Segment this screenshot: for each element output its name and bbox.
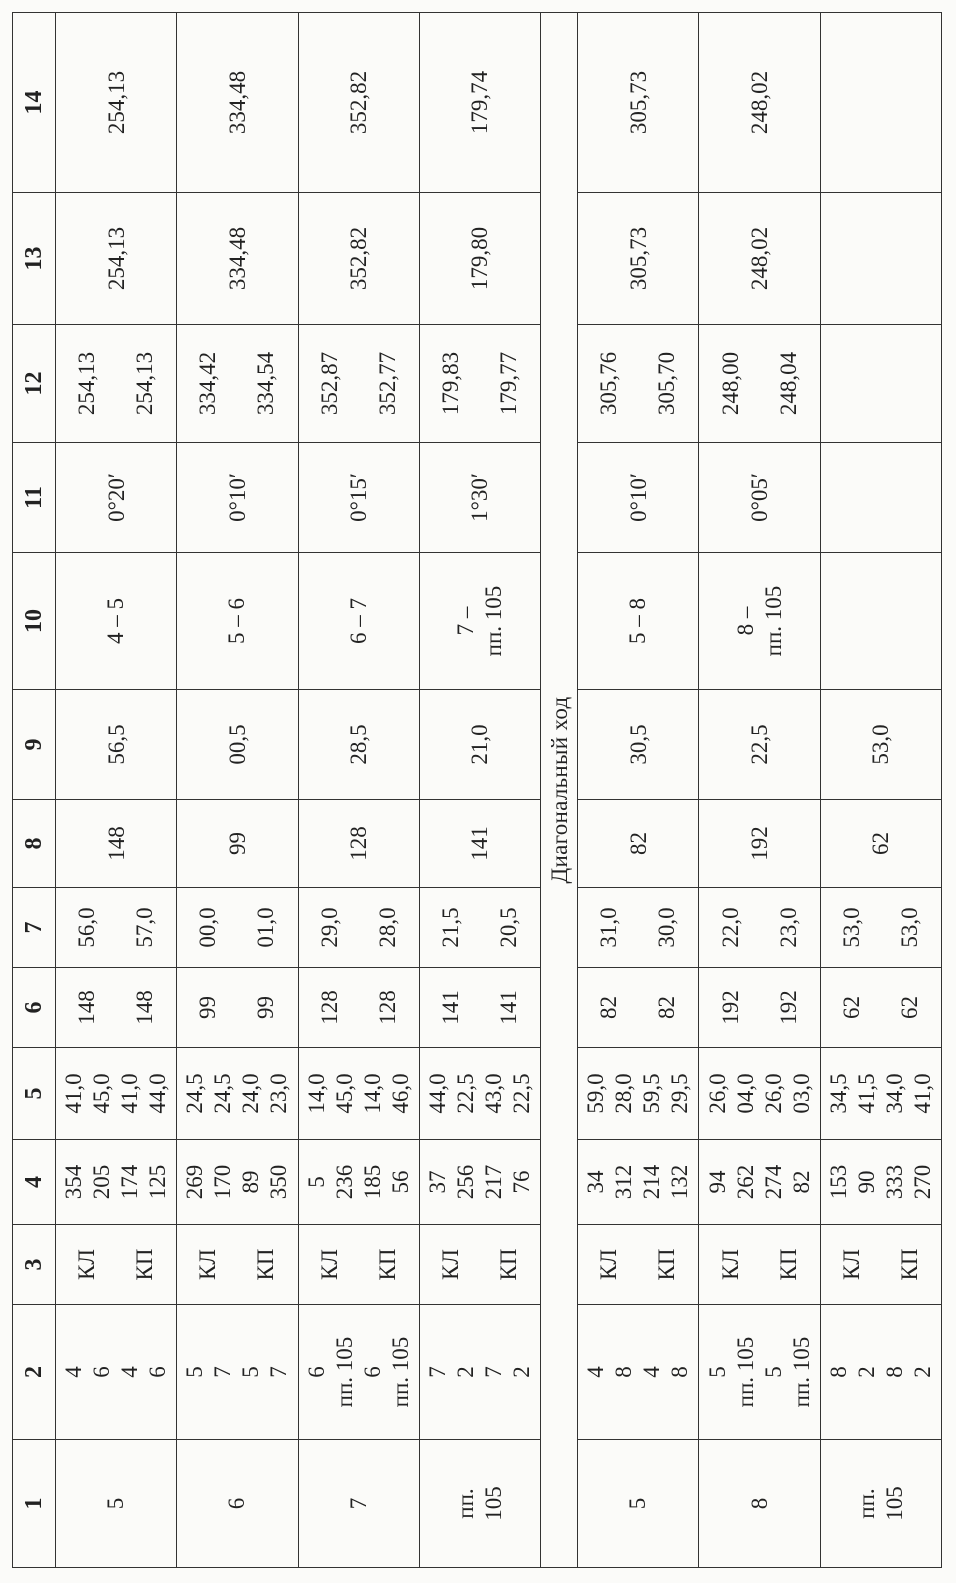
cell-line: 305,70 bbox=[654, 351, 680, 416]
cell-line: 5 bbox=[303, 1176, 329, 1188]
mean-degrees-cell: 141 bbox=[419, 800, 540, 888]
cell-line: 254,13 bbox=[132, 351, 158, 416]
cell-line: 5 – 8 bbox=[625, 598, 651, 644]
reading-minutes-cell bbox=[419, 1048, 540, 1140]
cell-line: пп. 105 bbox=[331, 1336, 357, 1408]
table-row bbox=[419, 13, 540, 1568]
reading-degrees-cell bbox=[820, 1140, 941, 1225]
cell-line: 45,0 bbox=[89, 1073, 115, 1114]
station-cell bbox=[820, 1440, 941, 1568]
cell-line: 76 bbox=[508, 1170, 534, 1194]
station-cell bbox=[699, 1440, 820, 1568]
angle-degrees-cell bbox=[699, 968, 820, 1048]
cell-line: 2 bbox=[853, 1366, 879, 1378]
reading-degrees-cell bbox=[56, 1140, 177, 1225]
cell-line: 4 bbox=[583, 1366, 609, 1378]
reading-degrees-cell bbox=[578, 1140, 699, 1225]
cell-line: пп. 105 bbox=[760, 585, 786, 657]
circle-position-cell bbox=[699, 1225, 820, 1305]
cell-line: 56 bbox=[387, 1170, 413, 1194]
column-header: 12 bbox=[13, 325, 56, 443]
cell-line: 23,0 bbox=[775, 907, 801, 948]
mean-distance-cell: 248,02 bbox=[699, 193, 820, 325]
mean-degrees-cell: 148 bbox=[56, 800, 177, 888]
distance-pair-cell bbox=[419, 325, 540, 443]
cell-line: КП bbox=[896, 1248, 922, 1281]
cell-line: 6 bbox=[224, 1497, 250, 1510]
reading-degrees-cell bbox=[177, 1140, 298, 1225]
reading-minutes-cell bbox=[177, 1048, 298, 1140]
sight-points-cell bbox=[177, 1305, 298, 1440]
angle-measurement-table bbox=[12, 12, 942, 1568]
cell-line: 4 – 5 bbox=[103, 598, 129, 644]
cell-line: 7 bbox=[345, 1497, 371, 1510]
circle-position-cell bbox=[578, 1225, 699, 1305]
angle-minutes-cell bbox=[699, 888, 820, 968]
reading-minutes-cell bbox=[56, 1048, 177, 1140]
cell-line: 82 bbox=[788, 1170, 814, 1194]
table-row bbox=[578, 13, 699, 1568]
circle-position-cell bbox=[419, 1225, 540, 1305]
cell-line: 21,5 bbox=[437, 907, 463, 948]
cell-line: 30,0 bbox=[654, 907, 680, 948]
sight-points-cell bbox=[56, 1305, 177, 1440]
cell-line: 26,0 bbox=[760, 1073, 786, 1114]
cell-line: 170 bbox=[210, 1164, 236, 1200]
cell-line: 43,0 bbox=[480, 1073, 506, 1114]
cell-line: 56,0 bbox=[74, 907, 100, 948]
horizontal-distance-cell: 254,13 bbox=[56, 13, 177, 193]
table-body bbox=[56, 13, 942, 1568]
cell-line: 00,0 bbox=[195, 907, 221, 948]
cell-line: 5 – 6 bbox=[224, 598, 250, 644]
cell-line: 90 bbox=[853, 1170, 879, 1194]
cell-line: 128 bbox=[316, 990, 342, 1025]
rotated-table-container bbox=[12, 13, 942, 1568]
mean-minutes-cell: 56,5 bbox=[56, 690, 177, 800]
cell-line: 305,76 bbox=[596, 351, 622, 416]
mean-distance-cell: 305,73 bbox=[578, 193, 699, 325]
cell-line: 37 bbox=[424, 1170, 450, 1194]
column-header: 5 bbox=[13, 1048, 56, 1140]
cell-line: 350 bbox=[266, 1164, 292, 1200]
mean-distance-cell: 352,82 bbox=[298, 193, 419, 325]
cell-line: КЛ bbox=[195, 1249, 221, 1280]
mean-minutes-cell: 53,0 bbox=[820, 690, 941, 800]
cell-line: 44,0 bbox=[424, 1073, 450, 1114]
reading-minutes-cell bbox=[298, 1048, 419, 1140]
cell-line: 62 bbox=[896, 996, 922, 1019]
angle-degrees-cell bbox=[419, 968, 540, 1048]
line-cell bbox=[298, 553, 419, 690]
cell-line: 14,0 bbox=[359, 1073, 385, 1114]
mean-distance-cell: 179,80 bbox=[419, 193, 540, 325]
cell-line: 5 bbox=[103, 1497, 129, 1510]
cell-line: 6 bbox=[359, 1366, 385, 1378]
cell-line: 6 bbox=[89, 1366, 115, 1378]
mean-minutes-cell: 28,5 bbox=[298, 690, 419, 800]
cell-line: 28,0 bbox=[374, 907, 400, 948]
inclination-cell: 0°20′ bbox=[56, 443, 177, 553]
cell-line: 89 bbox=[238, 1170, 264, 1194]
cell-line: 7 bbox=[480, 1366, 506, 1378]
reading-degrees-cell bbox=[298, 1140, 419, 1225]
station-cell bbox=[578, 1440, 699, 1568]
distance-pair-cell bbox=[578, 325, 699, 443]
station-cell bbox=[419, 1440, 540, 1568]
cell-line: 59,0 bbox=[583, 1073, 609, 1114]
cell-line: 41,0 bbox=[117, 1073, 143, 1114]
cell-line: 8 – bbox=[732, 606, 758, 636]
reading-minutes-cell bbox=[820, 1048, 941, 1140]
angle-minutes-cell bbox=[419, 888, 540, 968]
cell-line: 269 bbox=[182, 1164, 208, 1200]
angle-minutes-cell bbox=[820, 888, 941, 968]
cell-line: 62 bbox=[838, 996, 864, 1019]
table-row bbox=[56, 13, 177, 1568]
cell-line: 82 bbox=[654, 996, 680, 1019]
cell-line: 312 bbox=[611, 1164, 637, 1200]
circle-position-cell bbox=[820, 1225, 941, 1305]
column-header: 1 bbox=[13, 1440, 56, 1568]
horizontal-distance-cell: 305,73 bbox=[578, 13, 699, 193]
cell-line: 82 bbox=[596, 996, 622, 1019]
cell-line: 141 bbox=[495, 990, 521, 1025]
cell-line: 2 bbox=[508, 1366, 534, 1378]
cell-line: 354 bbox=[61, 1164, 87, 1200]
cell-line: 04,0 bbox=[732, 1073, 758, 1114]
cell-line: КЛ bbox=[596, 1249, 622, 1280]
cell-line: 214 bbox=[639, 1164, 665, 1200]
cell-line: 2 bbox=[452, 1366, 478, 1378]
cell-line: 132 bbox=[667, 1164, 693, 1200]
cell-line: 205 bbox=[89, 1164, 115, 1200]
cell-line: КП bbox=[495, 1248, 521, 1281]
cell-line: 105 bbox=[881, 1486, 907, 1521]
cell-line: 141 bbox=[437, 990, 463, 1025]
angle-degrees-cell bbox=[578, 968, 699, 1048]
reading-degrees-cell bbox=[419, 1140, 540, 1225]
cell-line: КП bbox=[775, 1248, 801, 1281]
cell-line: 46,0 bbox=[387, 1073, 413, 1114]
horizontal-distance-cell: 334,48 bbox=[177, 13, 298, 193]
distance-pair-cell bbox=[56, 325, 177, 443]
cell-line: 24,5 bbox=[182, 1073, 208, 1114]
cell-line: 03,0 bbox=[788, 1073, 814, 1114]
column-number-row bbox=[13, 13, 56, 1568]
mean-distance-cell bbox=[820, 193, 941, 325]
cell-line: 174 bbox=[117, 1164, 143, 1200]
cell-line: 248,04 bbox=[775, 351, 801, 416]
cell-line: 334,54 bbox=[253, 351, 279, 416]
line-cell bbox=[699, 553, 820, 690]
cell-line: 179,77 bbox=[495, 351, 521, 416]
angle-minutes-cell bbox=[177, 888, 298, 968]
cell-line: пп. 105 bbox=[387, 1336, 413, 1408]
cell-line: 185 bbox=[359, 1164, 385, 1200]
column-header: 7 bbox=[13, 888, 56, 968]
column-header: 11 bbox=[13, 443, 56, 553]
horizontal-distance-cell: 352,82 bbox=[298, 13, 419, 193]
inclination-cell: 0°05′ bbox=[699, 443, 820, 553]
sight-points-cell bbox=[419, 1305, 540, 1440]
mean-degrees-cell: 82 bbox=[578, 800, 699, 888]
angle-degrees-cell bbox=[820, 968, 941, 1048]
cell-line: пп. 105 bbox=[732, 1336, 758, 1408]
cell-line: 99 bbox=[195, 996, 221, 1019]
line-cell bbox=[419, 553, 540, 690]
column-header: 14 bbox=[13, 13, 56, 193]
inclination-cell: 0°10′ bbox=[177, 443, 298, 553]
column-header: 6 bbox=[13, 968, 56, 1048]
line-cell bbox=[56, 553, 177, 690]
circle-position-cell bbox=[298, 1225, 419, 1305]
cell-line: 217 bbox=[480, 1164, 506, 1200]
mean-minutes-cell: 00,5 bbox=[177, 690, 298, 800]
reading-degrees-cell bbox=[699, 1140, 820, 1225]
cell-line: пп. bbox=[853, 1488, 879, 1519]
cell-line: 256 bbox=[452, 1164, 478, 1200]
angle-degrees-cell bbox=[298, 968, 419, 1048]
table-row bbox=[177, 13, 298, 1568]
horizontal-distance-cell: 179,74 bbox=[419, 13, 540, 193]
cell-line: 53,0 bbox=[838, 907, 864, 948]
cell-line: 5 bbox=[704, 1366, 730, 1378]
reading-minutes-cell bbox=[699, 1048, 820, 1140]
cell-line: 254,13 bbox=[74, 351, 100, 416]
column-header: 4 bbox=[13, 1140, 56, 1225]
line-cell bbox=[578, 553, 699, 690]
angle-minutes-cell bbox=[578, 888, 699, 968]
section-title: Диагональный ход bbox=[541, 13, 578, 1568]
cell-line: 5 bbox=[182, 1366, 208, 1378]
cell-line: 6 – 7 bbox=[345, 598, 371, 644]
line-cell bbox=[177, 553, 298, 690]
table-row bbox=[820, 13, 941, 1568]
cell-line: 41,0 bbox=[61, 1073, 87, 1114]
cell-line: 6 bbox=[303, 1366, 329, 1378]
cell-line: 59,5 bbox=[639, 1073, 665, 1114]
cell-line: пп. bbox=[452, 1488, 478, 1519]
cell-line: 45,0 bbox=[331, 1073, 357, 1114]
sight-points-cell bbox=[820, 1305, 941, 1440]
cell-line: 262 bbox=[732, 1164, 758, 1200]
sight-points-cell bbox=[298, 1305, 419, 1440]
cell-line: 8 bbox=[881, 1366, 907, 1378]
angle-degrees-cell bbox=[177, 968, 298, 1048]
cell-line: 125 bbox=[145, 1164, 171, 1200]
cell-line: КЛ bbox=[717, 1249, 743, 1280]
mean-degrees-cell: 99 bbox=[177, 800, 298, 888]
mean-minutes-cell: 22,5 bbox=[699, 690, 820, 800]
distance-pair-cell bbox=[820, 325, 941, 443]
section-row bbox=[541, 13, 578, 1568]
mean-distance-cell: 334,48 bbox=[177, 193, 298, 325]
cell-line: 24,0 bbox=[238, 1073, 264, 1114]
cell-line: 34,0 bbox=[881, 1073, 907, 1114]
cell-line: 148 bbox=[132, 990, 158, 1025]
station-cell bbox=[56, 1440, 177, 1568]
sight-points-cell bbox=[578, 1305, 699, 1440]
cell-line: 01,0 bbox=[253, 907, 279, 948]
cell-line: 333 bbox=[881, 1164, 907, 1200]
cell-line: 4 bbox=[61, 1366, 87, 1378]
distance-pair-cell bbox=[699, 325, 820, 443]
cell-line: 334,42 bbox=[195, 351, 221, 416]
inclination-cell: 0°10′ bbox=[578, 443, 699, 553]
cell-line: 29,0 bbox=[316, 907, 342, 948]
inclination-cell bbox=[820, 443, 941, 553]
cell-line: 105 bbox=[480, 1486, 506, 1521]
angle-minutes-cell bbox=[56, 888, 177, 968]
cell-line: КП bbox=[654, 1248, 680, 1281]
cell-line: КП bbox=[132, 1248, 158, 1281]
table-row bbox=[699, 13, 820, 1568]
cell-line: 34 bbox=[583, 1170, 609, 1194]
line-cell bbox=[820, 553, 941, 690]
angle-minutes-cell bbox=[298, 888, 419, 968]
mean-degrees-cell: 192 bbox=[699, 800, 820, 888]
cell-line: 7 bbox=[424, 1366, 450, 1378]
cell-line: 352,77 bbox=[374, 351, 400, 416]
cell-line: 22,5 bbox=[452, 1073, 478, 1114]
cell-line: 20,5 bbox=[495, 907, 521, 948]
cell-line: КЛ bbox=[437, 1249, 463, 1280]
cell-line: 7 bbox=[210, 1366, 236, 1378]
cell-line: 4 bbox=[117, 1366, 143, 1378]
cell-line: 28,0 bbox=[611, 1073, 637, 1114]
mean-degrees-cell: 62 bbox=[820, 800, 941, 888]
cell-line: 8 bbox=[746, 1497, 772, 1510]
cell-line: КЛ bbox=[316, 1249, 342, 1280]
cell-line: 236 bbox=[331, 1164, 357, 1200]
inclination-cell: 0°15′ bbox=[298, 443, 419, 553]
cell-line: пп. 105 bbox=[788, 1336, 814, 1408]
cell-line: 26,0 bbox=[704, 1073, 730, 1114]
cell-line: 5 bbox=[238, 1366, 264, 1378]
cell-line: 8 bbox=[611, 1366, 637, 1378]
cell-line: 14,0 bbox=[303, 1073, 329, 1114]
cell-line: пп. 105 bbox=[480, 585, 506, 657]
cell-line: 270 bbox=[909, 1164, 935, 1200]
column-header: 9 bbox=[13, 690, 56, 800]
cell-line: 192 bbox=[717, 990, 743, 1025]
cell-line: 41,0 bbox=[909, 1073, 935, 1114]
cell-line: 128 bbox=[374, 990, 400, 1025]
cell-line: 153 bbox=[825, 1164, 851, 1200]
cell-line: 53,0 bbox=[896, 907, 922, 948]
cell-line: 31,0 bbox=[596, 907, 622, 948]
cell-line: 24,5 bbox=[210, 1073, 236, 1114]
cell-line: КЛ bbox=[838, 1249, 864, 1280]
cell-line: 4 bbox=[639, 1366, 665, 1378]
cell-line: 44,0 bbox=[145, 1073, 171, 1114]
column-header: 10 bbox=[13, 553, 56, 690]
station-cell bbox=[298, 1440, 419, 1568]
station-cell bbox=[177, 1440, 298, 1568]
mean-distance-cell: 254,13 bbox=[56, 193, 177, 325]
cell-line: 41,5 bbox=[853, 1073, 879, 1114]
inclination-cell: 1°30′ bbox=[419, 443, 540, 553]
cell-line: 179,83 bbox=[437, 351, 463, 416]
cell-line: 8 bbox=[825, 1366, 851, 1378]
cell-line: 5 bbox=[760, 1366, 786, 1378]
mean-degrees-cell: 128 bbox=[298, 800, 419, 888]
cell-line: 148 bbox=[74, 990, 100, 1025]
circle-position-cell bbox=[56, 1225, 177, 1305]
mean-minutes-cell: 30,5 bbox=[578, 690, 699, 800]
distance-pair-cell bbox=[298, 325, 419, 443]
cell-line: 274 bbox=[760, 1164, 786, 1200]
cell-line: 7 – bbox=[452, 606, 478, 636]
cell-line: 22,5 bbox=[508, 1073, 534, 1114]
column-header: 13 bbox=[13, 193, 56, 325]
cell-line: 29,5 bbox=[667, 1073, 693, 1114]
cell-line: 94 bbox=[704, 1170, 730, 1194]
column-header: 3 bbox=[13, 1225, 56, 1305]
cell-line: 352,87 bbox=[316, 351, 342, 416]
circle-position-cell bbox=[177, 1225, 298, 1305]
reading-minutes-cell bbox=[578, 1048, 699, 1140]
horizontal-distance-cell: 248,02 bbox=[699, 13, 820, 193]
column-header: 8 bbox=[13, 800, 56, 888]
cell-line: 8 bbox=[667, 1366, 693, 1378]
cell-line: 23,0 bbox=[266, 1073, 292, 1114]
table-row bbox=[298, 13, 419, 1568]
cell-line: 22,0 bbox=[717, 907, 743, 948]
cell-line: 6 bbox=[145, 1366, 171, 1378]
cell-line: 248,00 bbox=[717, 351, 743, 416]
cell-line: 34,5 bbox=[825, 1073, 851, 1114]
cell-line: КП bbox=[253, 1248, 279, 1281]
mean-minutes-cell: 21,0 bbox=[419, 690, 540, 800]
cell-line: 5 bbox=[625, 1497, 651, 1510]
cell-line: 57,0 bbox=[132, 907, 158, 948]
cell-line: 192 bbox=[775, 990, 801, 1025]
horizontal-distance-cell bbox=[820, 13, 941, 193]
column-header: 2 bbox=[13, 1305, 56, 1440]
cell-line: 99 bbox=[253, 996, 279, 1019]
cell-line: 7 bbox=[266, 1366, 292, 1378]
cell-line: КЛ bbox=[74, 1249, 100, 1280]
distance-pair-cell bbox=[177, 325, 298, 443]
sight-points-cell bbox=[699, 1305, 820, 1440]
angle-degrees-cell bbox=[56, 968, 177, 1048]
cell-line: 2 bbox=[909, 1366, 935, 1378]
cell-line: КП bbox=[374, 1248, 400, 1281]
